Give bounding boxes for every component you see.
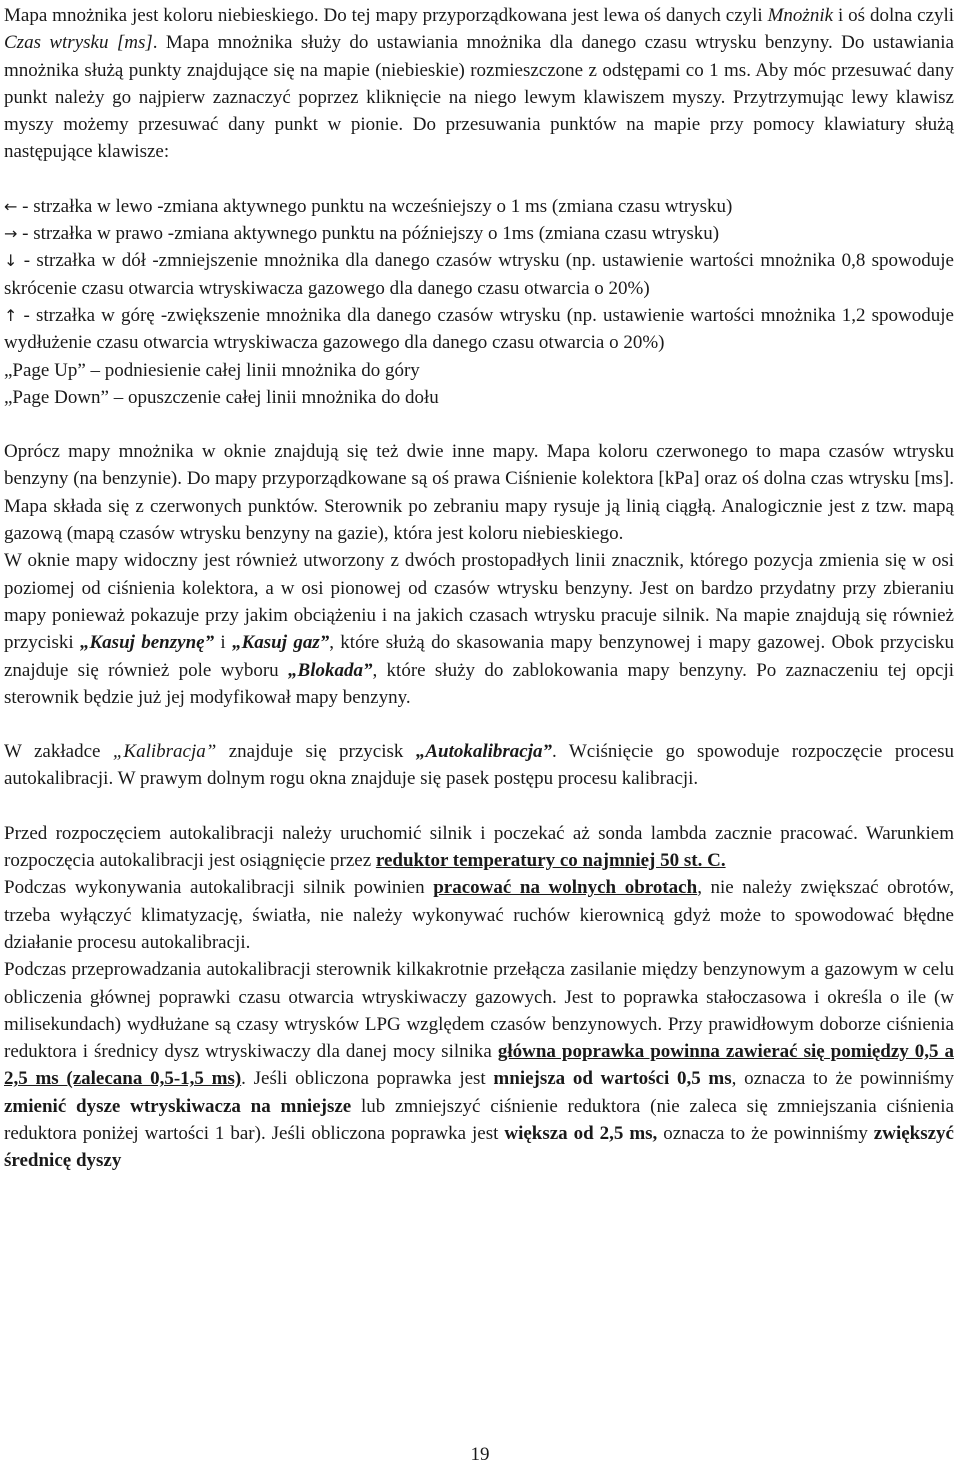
text: znajduje się przycisk (216, 741, 416, 763)
emphasis-reducer-temperature: reduktor temperatury co najmniej 50 st. C. (375, 850, 726, 872)
arrow-up-icon: ↑ (4, 305, 18, 325)
button-name-clear-gas: „Kasuj gaz” (232, 632, 330, 654)
text: . Mapa mnożnika służy do ustawiania mnożnika dla danego czasu wtrysku benzyny. Do ustawiania mnożnika służą punkty znajdujące się na mapie (niebieskie) rozmieszczone z odstępami co 1 ms. Aby móc przesuwać dany punkt należy go najpierw zaznaczyć poprzez kliknięcie na niego lewym klawiszem myszy. Przytrzymując lewy klawisz myszy możemy przesuwać dany punkt w pionie. Do przesuwania punktów na mapie przy pomocy klawiatury służą następujące klawisze: (4, 32, 954, 163)
emphasis-main-correction-range: główna poprawka powinna zawierać się pomiędzy 0,5 a 2,5 ms (zalecana 0,5-1,5 ms) (4, 1041, 954, 1090)
text: . Jeśli obliczona poprawka jest (241, 1068, 494, 1090)
emphasis-idle-rpm: pracować na wolnych obrotach (433, 877, 698, 899)
text: oznacza to że powinniśmy (657, 1122, 874, 1144)
paragraph-other-maps: Oprócz mapy mnożnika w oknie znajdują się też dwie inne mapy. Mapa koloru czerwonego to mapa czasów wtrysku benzyny (na benzynie). Do mapy przyporządkowane są oś prawa Ciśnienie kolektora [kPa] oraz oś dolna czas wtrysku [ms]. Mapa składa się z czerwonych punktów. Sterownik po zebraniu mapy rysuje ją linią ciągłą. Analogicznie jest z tzw. mapą gazową (mapą czasów wtrysku benzyny na gazie), która jest koloru niebieskiego. (4, 441, 954, 545)
tab-name-calibration: „Kalibracja” (112, 741, 217, 763)
text: , oznacza to że powinniśmy (731, 1068, 955, 1090)
emphasis-smaller-nozzles: zmienić dysze wtryskiwacza na mniejsze (4, 1095, 352, 1117)
key-description: - strzałka w lewo -zmiana aktywnego punktu na wcześniejszy o 1 ms (zmiana czasu wtrysku) (17, 195, 733, 217)
paragraph-correction (4, 956, 954, 1174)
button-name-autocalibration: „Autokalibracja” (415, 741, 553, 763)
arrow-down-icon: ↓ (4, 251, 18, 271)
key-list (4, 193, 954, 411)
text: i (214, 632, 233, 654)
text: W oknie mapy widoczny jest również utworzony z dwóch prostopadłych linii znacznik, którego pozycja zmienia się w osi poziomej od ciśnienia kolektora, a w osi pionowej od czasów wtrysku benzyny. Jest on bardzo przydatny przy zbieraniu mapy ponieważ pokazuje przy jakim obciążeniu i na jakich czasach wtrysku pracuje silnik. Na mapie znajdują się również przyciski (4, 550, 954, 654)
text: , nie należy zwiększać obrotów, trzeba wyłączyć klimatyzację, światła, nie należy wykonywać ruchów kierownicą gdyż może to spowodować błędne działanie procesu autokalibracji. (4, 877, 954, 953)
key-description: - strzałka w dół -zmniejszenie mnożnika dla danego czasów wtrysku (np. ustawienie wartości mnożnika 0,8 spowoduje skrócenie czasu otwarcia wtryskiwacza gazowego dla danego czasu otwarcia o 20%) (4, 250, 954, 299)
text: Mapa mnożnika jest koloru niebieskiego. Do tej mapy przyporządkowana jest lewa oś danych czyli (4, 5, 768, 26)
spacer (4, 411, 954, 438)
arrow-left-icon: ← (4, 196, 18, 216)
axis-name-multiplier: Mnożnik (767, 5, 834, 26)
emphasis-below-threshold: mniejsza od wartości 0,5 ms (493, 1068, 732, 1090)
key-item-right (4, 220, 954, 247)
paragraph-multiplier-map (4, 2, 954, 166)
key-item-down (4, 247, 954, 302)
page-number: 19 (470, 1444, 490, 1465)
text: W zakładce (4, 741, 113, 763)
text: . Wciśnięcie go spowoduje rozpoczęcie procesu autokalibracji. W prawym dolnym rogu okna znajduje się pasek postępu procesu kalibracji. (4, 741, 954, 790)
spacer (4, 711, 954, 738)
text: lub zmniejszyć ciśnienie reduktora (nie zaleca się zmniejszania ciśnienia reduktora poniżej wartości 1 bar). Jeśli obliczona poprawka jest (4, 1095, 954, 1144)
emphasis-bigger-nozzle: zwiększyć średnicę dyszy (4, 1122, 954, 1172)
key-item-up (4, 302, 954, 357)
button-name-clear-petrol: „Kasuj benzynę” (80, 632, 215, 654)
text: Podczas wykonywania autokalibracji silnik powinien (4, 877, 434, 899)
text: i oś dolna czyli (833, 5, 954, 26)
key-item-page-down: „Page Down” – opuszczenie całej linii mnożnika do dołu (4, 386, 439, 408)
text: , które służą do skasowania mapy benzynowej i mapy gazowej. Obok przycisku znajduje się również pole wyboru (4, 632, 955, 681)
key-description: - strzałka w górę -zwiększenie mnożnika dla danego czasów wtrysku (np. ustawienie wartości mnożnika 1,2 spowoduje wydłużenie czasu otwarcia wtryskiwacza gazowego dla danego czasu otwarcia o 20%) (4, 304, 954, 354)
text: Przed rozpoczęciem autokalibracji należy uruchomić silnik i poczekać aż sonda lambda zacznie pracować. Warunkiem rozpoczęcia autokalibracji jest osiągnięcie przez (4, 822, 954, 872)
emphasis-above-threshold: większa od 2,5 ms, (504, 1122, 658, 1144)
paragraph-calibration-tab (4, 738, 954, 793)
axis-name-injection-time: Czas wtrysku [ms] (4, 32, 153, 54)
spacer (4, 166, 954, 193)
key-item-left (4, 193, 954, 220)
arrow-right-icon: → (4, 224, 18, 244)
paragraph-marker (4, 547, 954, 711)
text: , które służy do zablokowania mapy benzyny. Po zaznaczeniu tej opcji sterownik będzie już jej modyfikował mapy benzyny. (4, 659, 955, 708)
key-description: - strzałka w prawo -zmiana aktywnego punktu na późniejszy o 1ms (zmiana czasu wtrysku) (17, 223, 720, 245)
key-item-page-up: „Page Up” – podniesienie całej linii mnożnika do góry (4, 359, 420, 381)
spacer (4, 793, 954, 820)
checkbox-name-lock: „Blokada” (288, 659, 373, 681)
text: Podczas przeprowadzania autokalibracji sterownik kilkakrotnie przełącza zasilanie między benzynowym a gazowym w celu obliczenia głównej poprawki czasu otwarcia wtryskiwaczy gazowych. Jest to poprawka stałoczasowa i określa o ile (w milisekundach) wydłużane są czasy wtrysków LPG względem czasów benzynowych. Przy prawidłowym doborze ciśnienia reduktora i średnicy dysz wtryskiwaczy dla danej mocy silnika (4, 959, 954, 1063)
paragraph-before-calibration (4, 820, 954, 875)
paragraph-during-calibration (4, 874, 954, 956)
